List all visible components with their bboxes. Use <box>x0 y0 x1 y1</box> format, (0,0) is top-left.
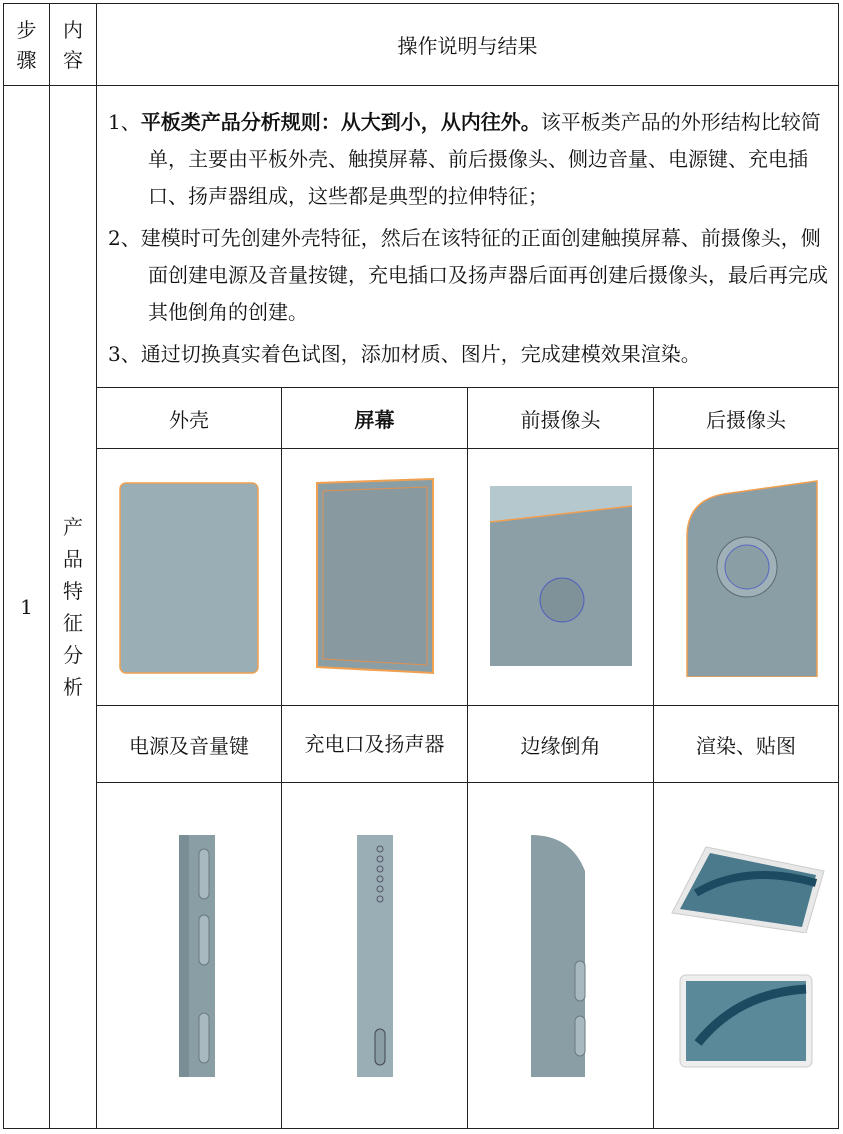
image-rear-camera <box>653 448 839 706</box>
header-step <box>3 3 50 86</box>
image-edge-fillet <box>467 782 654 1129</box>
label-charge-speaker: 充电口及扬声器 <box>281 705 468 783</box>
content-label-text: 产品特征分析 <box>63 515 83 699</box>
header-step-label: 步骤 <box>16 17 37 72</box>
bold-rule: 平板类产品分析规则：从大到小，从内往外。 <box>140 110 541 134</box>
label-edge-fillet: 边缘倒角 <box>467 705 654 783</box>
instruction-3 <box>108 336 833 373</box>
label-power-volume: 电源及音量键 <box>96 705 282 783</box>
image-shell <box>96 448 282 706</box>
text: 该平板类产品的外形结构比较简单，主要由平板外壳、触摸屏幕、前后摄像头、侧边音量、电源键、充电插口、扬声器组成，这些都是典型的拉伸特征； <box>148 110 821 208</box>
instruction-2 <box>108 220 833 331</box>
label-shell: 外壳 <box>96 387 282 449</box>
label-rear-camera: 后摄像头 <box>653 387 839 449</box>
instruction-1 <box>108 104 833 215</box>
header-content <box>49 3 97 86</box>
content-label <box>49 85 97 1129</box>
label-front-camera: 前摄像头 <box>467 387 654 449</box>
instructions <box>108 104 833 378</box>
image-render <box>653 782 839 1129</box>
step-number: 1 <box>3 85 50 1129</box>
image-charge-speaker <box>281 782 468 1129</box>
image-front-camera <box>467 448 654 706</box>
text: 通过切换真实着色试图，添加材质、图片，完成建模效果渲染。 <box>140 342 701 366</box>
num: 1、 <box>108 110 141 134</box>
num: 2、 <box>108 226 141 250</box>
image-power-volume <box>96 782 282 1129</box>
header-description: 操作说明与结果 <box>96 3 839 86</box>
label-screen: 屏幕 <box>281 387 468 449</box>
header-content-label: 内容 <box>63 17 83 72</box>
text: 建模时可先创建外壳特征，然后在该特征的正面创建触摸屏幕、前摄像头，侧面创建电源及音量按键，充电插口及扬声器后面再创建后摄像头，最后再完成其他倒角的创建。 <box>140 226 828 324</box>
num: 3、 <box>108 342 141 366</box>
image-screen <box>281 448 468 706</box>
label-render: 渲染、贴图 <box>653 705 839 783</box>
